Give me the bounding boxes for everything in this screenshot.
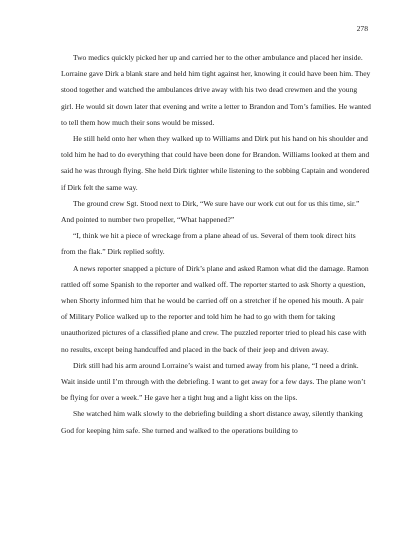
paragraph: Two medics quickly picked her up and carried her to the other ambulance and placed her inside. Lorraine gave Dirk a blank stare and held him tight against her, knowing it could have been him. They stood together and watched the ambulances drive away with his two dead crewmen and the young girl. He would sit down later that evening and write a letter to Brandon and Tom’s families. He wanted to tell them how much their sons would be missed.	[61, 53, 371, 127]
body-text	[61, 50, 371, 439]
paragraph: A news reporter snapped a picture of Dirk’s plane and asked Ramon what did the damage. Ramon rattled off some Spanish to the reporter and walked off. The reporter started to ask Shorty a question, when Shorty informed him that he would be carried off on a stretcher if he opened his mouth. A pair of Military Police walked up to the reporter and told him he had to go with them for taking unauthorized pictures of a classified plane and crew. The puzzled reporter tried to plead his case with no results, except being handcuffed and placed in the back of their jeep and driven away.	[61, 263, 369, 354]
paragraph: The ground crew Sgt. Stood next to Dirk, “We sure have our work cut out for us this time, sir.” And pointed to number two propeller, “What happened?”	[61, 198, 360, 225]
paragraph: “I, think we hit a piece of wreckage from a plane ahead of us. Several of them took direct hits from the flak.” Dirk replied softly.	[61, 231, 356, 257]
paragraph: He still held onto her when they walked up to Williams and Dirk put his hand on his shoulder and told him he had to do everything that could have been done for Brandon. Williams looked at them and said he was through flying. She held Dirk tighter while listening to the sobbing Captain and wondered if Dirk felt the same way.	[61, 134, 370, 192]
paragraph: Dirk still had his arm around Lorraine’s waist and turned away from his plane, “I need a drink. Wait inside until I’m through with the debriefing. I want to get away for a few days. The plane won’t be flying for over a week.” He gave her a tight hug and a light kiss on the lips.	[61, 360, 366, 403]
page-number: 278	[356, 24, 368, 33]
paragraph: She watched him walk slowly to the debriefing building a short distance away, silently thanking God for keeping him safe. She turned and walked to the operations building to	[61, 409, 363, 435]
